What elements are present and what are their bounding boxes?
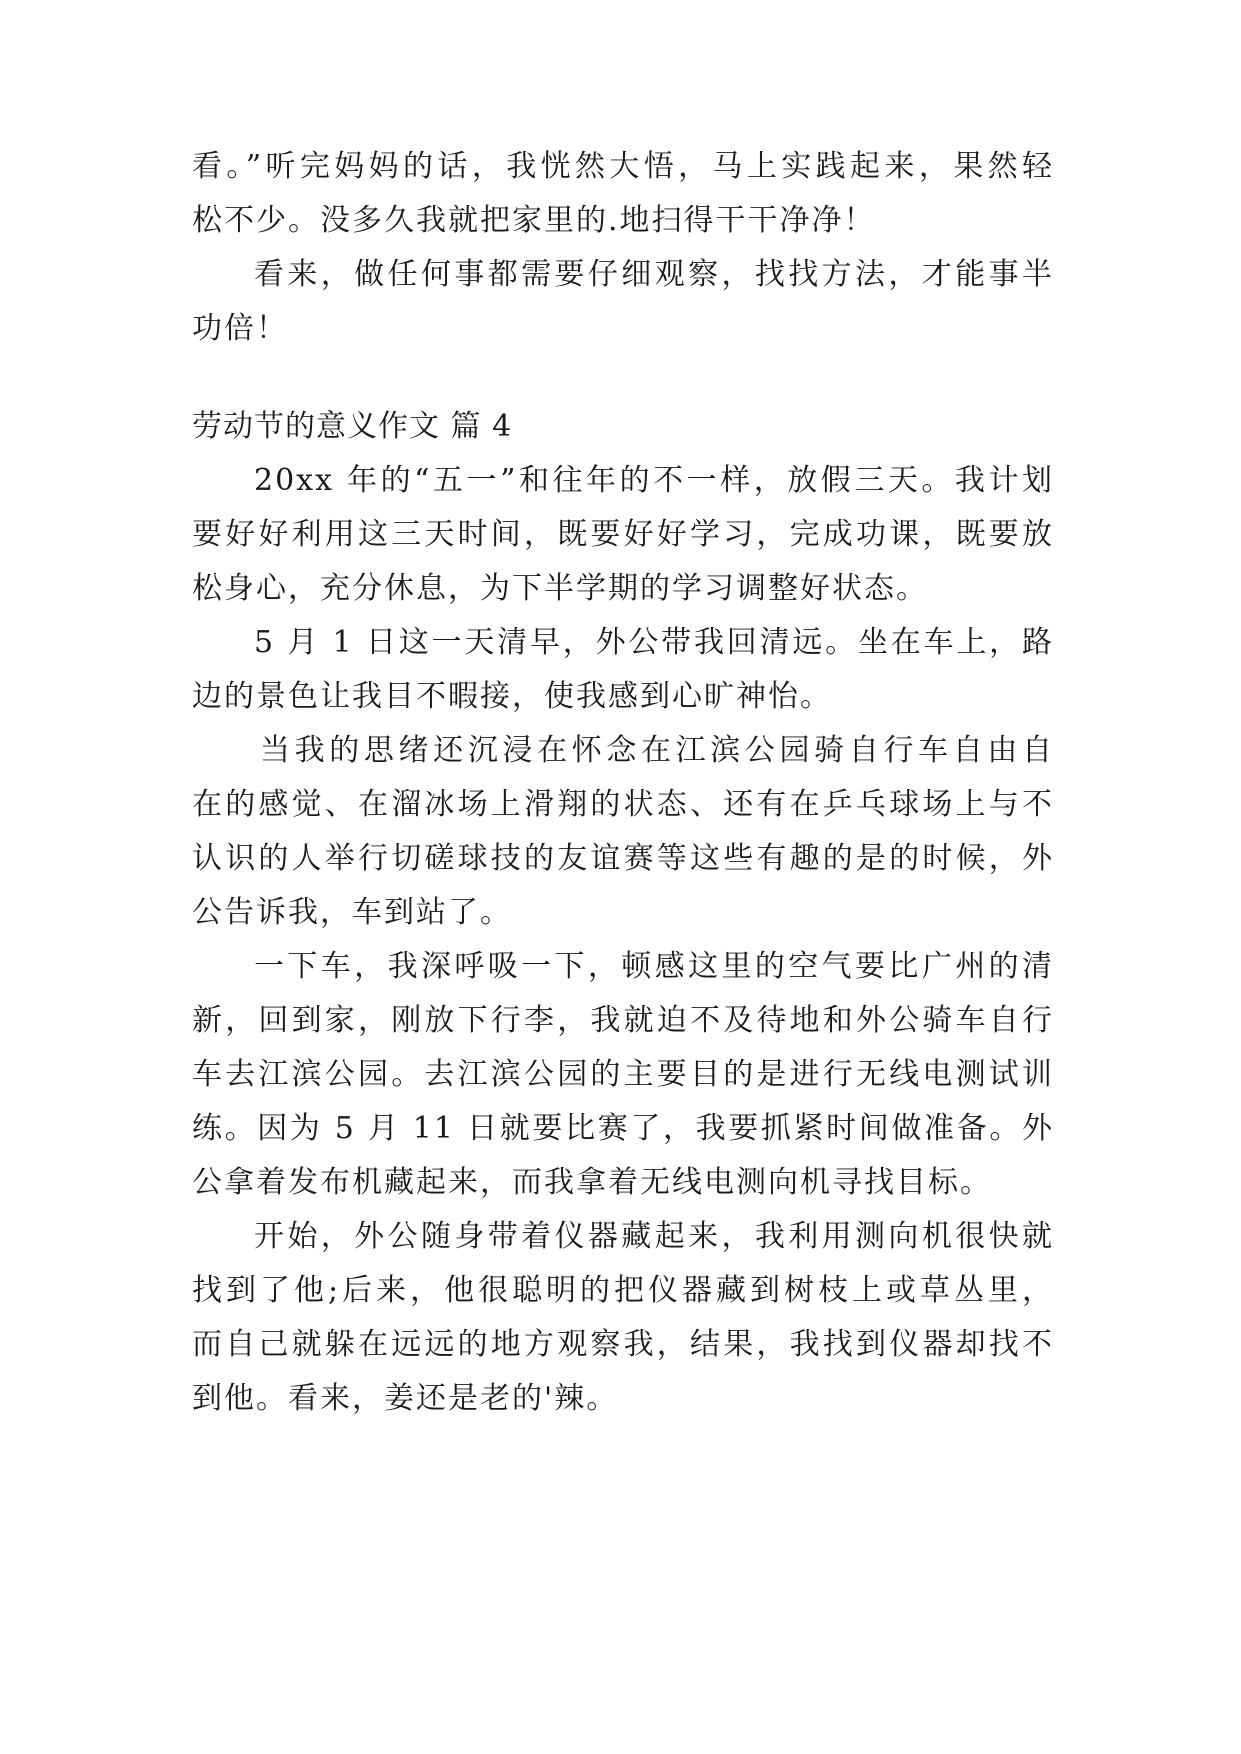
text-line: 看。”听完妈妈的话，我恍然大悟，马上实践起来，果然轻 bbox=[192, 149, 1054, 184]
text-line: 公告诉我，车到站了。 bbox=[192, 895, 512, 930]
text-line: 看来，做任何事都需要仔细观察，找找方法，才能事半 bbox=[254, 257, 1054, 292]
text-line: 开始，外公随身带着仪器藏起来，我利用测向机很快就 bbox=[254, 1219, 1054, 1254]
text-line: 一下车，我深呼吸一下，顿感这里的空气要比广州的清 bbox=[254, 949, 1054, 984]
section-heading: 劳动节的意义作文 篇 4 bbox=[192, 409, 513, 444]
text-line: 车去江滨公园。去江滨公园的主要目的是进行无线电测试训 bbox=[192, 1057, 1054, 1092]
text-line: 松身心，充分休息，为下半学期的学习调整好状态。 bbox=[192, 571, 928, 606]
text-line: 边的景色让我目不暇接，使我感到心旷神怡。 bbox=[192, 679, 832, 714]
text-line: 功倍！ bbox=[192, 311, 288, 346]
text-line: 在的感觉、在溜冰场上滑翔的状态、还有在乒乓球场上与不 bbox=[192, 787, 1054, 822]
text-line: 找到了他;后来，他很聪明的把仪器藏到树枝上或草丛里， bbox=[192, 1273, 1054, 1308]
text-line: 而自己就躲在远远的地方观察我，结果，我找到仪器却找不 bbox=[192, 1327, 1054, 1362]
text-line: 新，回到家，刚放下行李，我就迫不及待地和外公骑车自行 bbox=[192, 1003, 1054, 1038]
text-line: 当我的思绪还沉浸在怀念在江滨公园骑自行车自由自 bbox=[260, 733, 1054, 768]
text-line: 公拿着发布机藏起来，而我拿着无线电测向机寻找目标。 bbox=[192, 1165, 992, 1200]
text-line: 松不少。没多久我就把家里的.地扫得干干净净！ bbox=[192, 203, 876, 238]
text-line: 5 月 1 日这一天清早，外公带我回清远。坐在车上，路 bbox=[254, 625, 1054, 660]
text-line: 练。因为 5 月 11 日就要比赛了，我要抓紧时间做准备。外 bbox=[192, 1111, 1054, 1146]
text-line: 认识的人举行切磋球技的友谊赛等这些有趣的是的时候，外 bbox=[192, 841, 1054, 876]
text-line: 20xx 年的“五一”和往年的不一样，放假三天。我计划 bbox=[254, 463, 1054, 498]
text-line: 到他。看来，姜还是老的'辣。 bbox=[192, 1381, 619, 1416]
text-line: 要好好利用这三天时间，既要好好学习，完成功课，既要放 bbox=[192, 517, 1054, 552]
